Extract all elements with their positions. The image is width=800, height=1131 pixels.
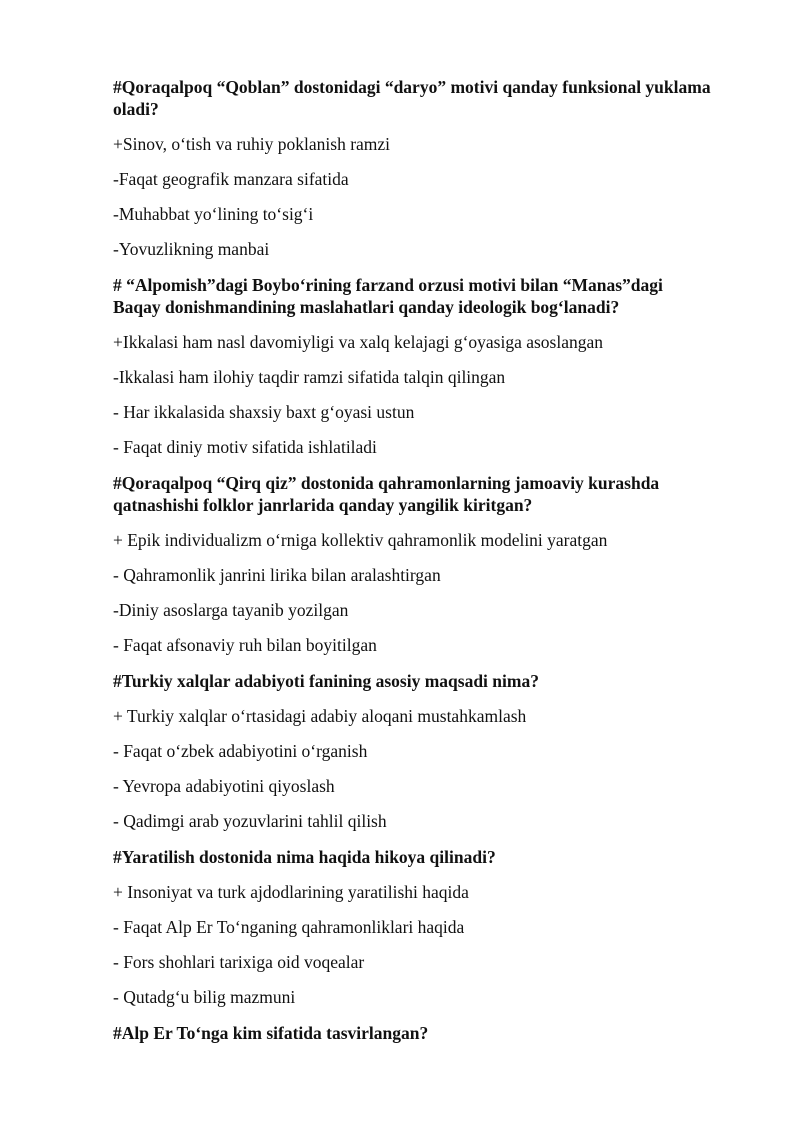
question-block (113, 670, 713, 832)
question-text: #Yaratilish dostonida nima haqida hikoya qilinadi? (113, 847, 496, 867)
answer-option: - Faqat afsonaviy ruh bilan boyitilgan (113, 635, 377, 655)
answer-option: - Qadimgi arab yozuvlarini tahlil qilish (113, 811, 387, 831)
answer-option: - Faqat Alp Er To‘nganing qahramonliklari haqida (113, 917, 465, 937)
answer-option: - Faqat diniy motiv sifatida ishlatiladi (113, 437, 377, 457)
answer-option: +Ikkalasi ham nasl davomiyligi va xalq kelajagi g‘oyasiga asoslangan (113, 332, 604, 352)
question-text: # “Alpomish”dagi Boybo‘rining farzand orzusi motivi bilan “Manas”dagi Baqay donishmandining maslahatlari qanday ideologik bog‘lanadi? (113, 275, 663, 317)
answer-option: -Ikkalasi ham ilohiy taqdir ramzi sifatida talqin qilingan (113, 367, 506, 387)
answer-option: - Qutadg‘u bilig mazmuni (113, 987, 296, 1007)
question-block (113, 846, 713, 1008)
answer-option: + Turkiy xalqlar o‘rtasidagi adabiy aloqani mustahkamlash (113, 706, 527, 726)
answer-option: - Faqat o‘zbek adabiyotini o‘rganish (113, 741, 368, 761)
answer-option: -Diniy asoslarga tayanib yozilgan (113, 600, 349, 620)
answer-option: -Muhabbat yo‘lining to‘sig‘i (113, 204, 314, 224)
question-text: #Alp Er To‘nga kim sifatida tasvirlangan? (113, 1023, 429, 1043)
question-block (113, 274, 713, 458)
answer-option: -Yovuzlikning manbai (113, 239, 270, 259)
question-text: #Qoraqalpoq “Qirq qiz” dostonida qahramonlarning jamoaviy kurashda qatnashishi folklor janrlarida qanday yangilik kiritgan? (113, 473, 660, 515)
question-block (113, 1022, 713, 1044)
question-block (113, 76, 713, 260)
question-block (113, 472, 713, 656)
document-page (113, 76, 713, 1058)
answer-option: +Sinov, o‘tish va ruhiy poklanish ramzi (113, 134, 391, 154)
answer-option: - Qahramonlik janrini lirika bilan aralashtirgan (113, 565, 441, 585)
question-text: #Qoraqalpoq “Qoblan” dostonidagi “daryo” motivi qanday funksional yuklama oladi? (113, 77, 711, 119)
answer-option: + Insoniyat va turk ajdodlarining yaratilishi haqida (113, 882, 469, 902)
answer-option: - Yevropa adabiyotini qiyoslash (113, 776, 335, 796)
answer-option: + Epik individualizm o‘rniga kollektiv qahramonlik modelini yaratgan (113, 530, 608, 550)
question-text: #Turkiy xalqlar adabiyoti fanining asosiy maqsadi nima? (113, 671, 539, 691)
answer-option: -Faqat geografik manzara sifatida (113, 169, 349, 189)
answer-option: - Fors shohlari tarixiga oid voqealar (113, 952, 365, 972)
answer-option: - Har ikkalasida shaxsiy baxt g‘oyasi ustun (113, 402, 415, 422)
